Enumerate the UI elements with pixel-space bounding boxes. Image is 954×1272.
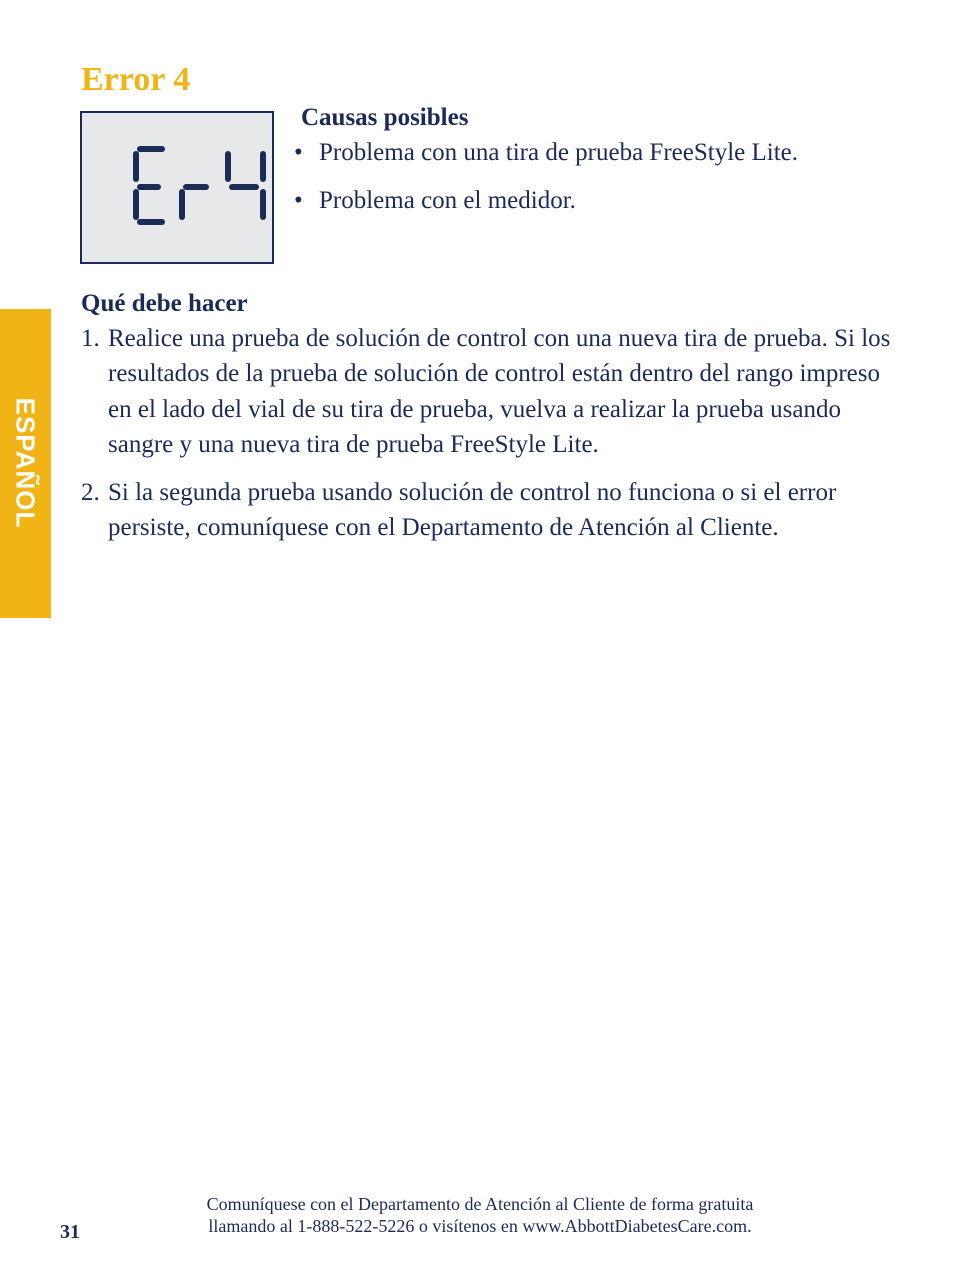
language-tab-label: ESPAÑOL [10,397,41,529]
list-item [294,137,798,169]
step-number: 1. [81,325,100,352]
page-title: Error 4 [81,61,191,98]
footer-line: llamando al 1-888-522-5226 o visítenos en www.AbbottDiabetesCare.com. [208,1216,752,1236]
causes-heading: Causas posibles [301,104,469,131]
step-text: Realice una prueba de solución de control con una nueva tira de prueba. Si los resultados de la prueba de solución de control están dentro del rango impreso en el lado del vial de su tira de prueba, vuelva a realizar la prueba usando sangre y una nueva tira de prueba FreeStyle Lite. [108,325,891,458]
step-number: 2. [81,479,100,507]
list-item [294,185,798,217]
cause-text: Problema con el medidor. [319,187,576,214]
cause-text: Problema con una tira de prueba FreeStyle Lite. [319,139,799,166]
list-item [81,321,891,462]
causes-list [294,137,798,233]
step-text: Si la segunda prueba usando solución de control no funciona o si el error persiste, comuníquese con el Departamento de Atención al Cliente. [108,479,837,542]
page-number: 31 [60,1221,80,1243]
bullet-icon: • [294,139,303,166]
steps-list [81,321,891,559]
what-to-do-heading: Qué debe hacer [81,290,248,317]
footer-line: Comuníquese con el Departamento de Atención al Cliente de forma gratuita [206,1194,754,1214]
footer-contact [120,1193,840,1237]
lcd-er4-glyph [82,113,272,262]
list-item [81,475,891,546]
lcd-error-display [80,111,274,264]
bullet-icon: • [294,187,303,214]
